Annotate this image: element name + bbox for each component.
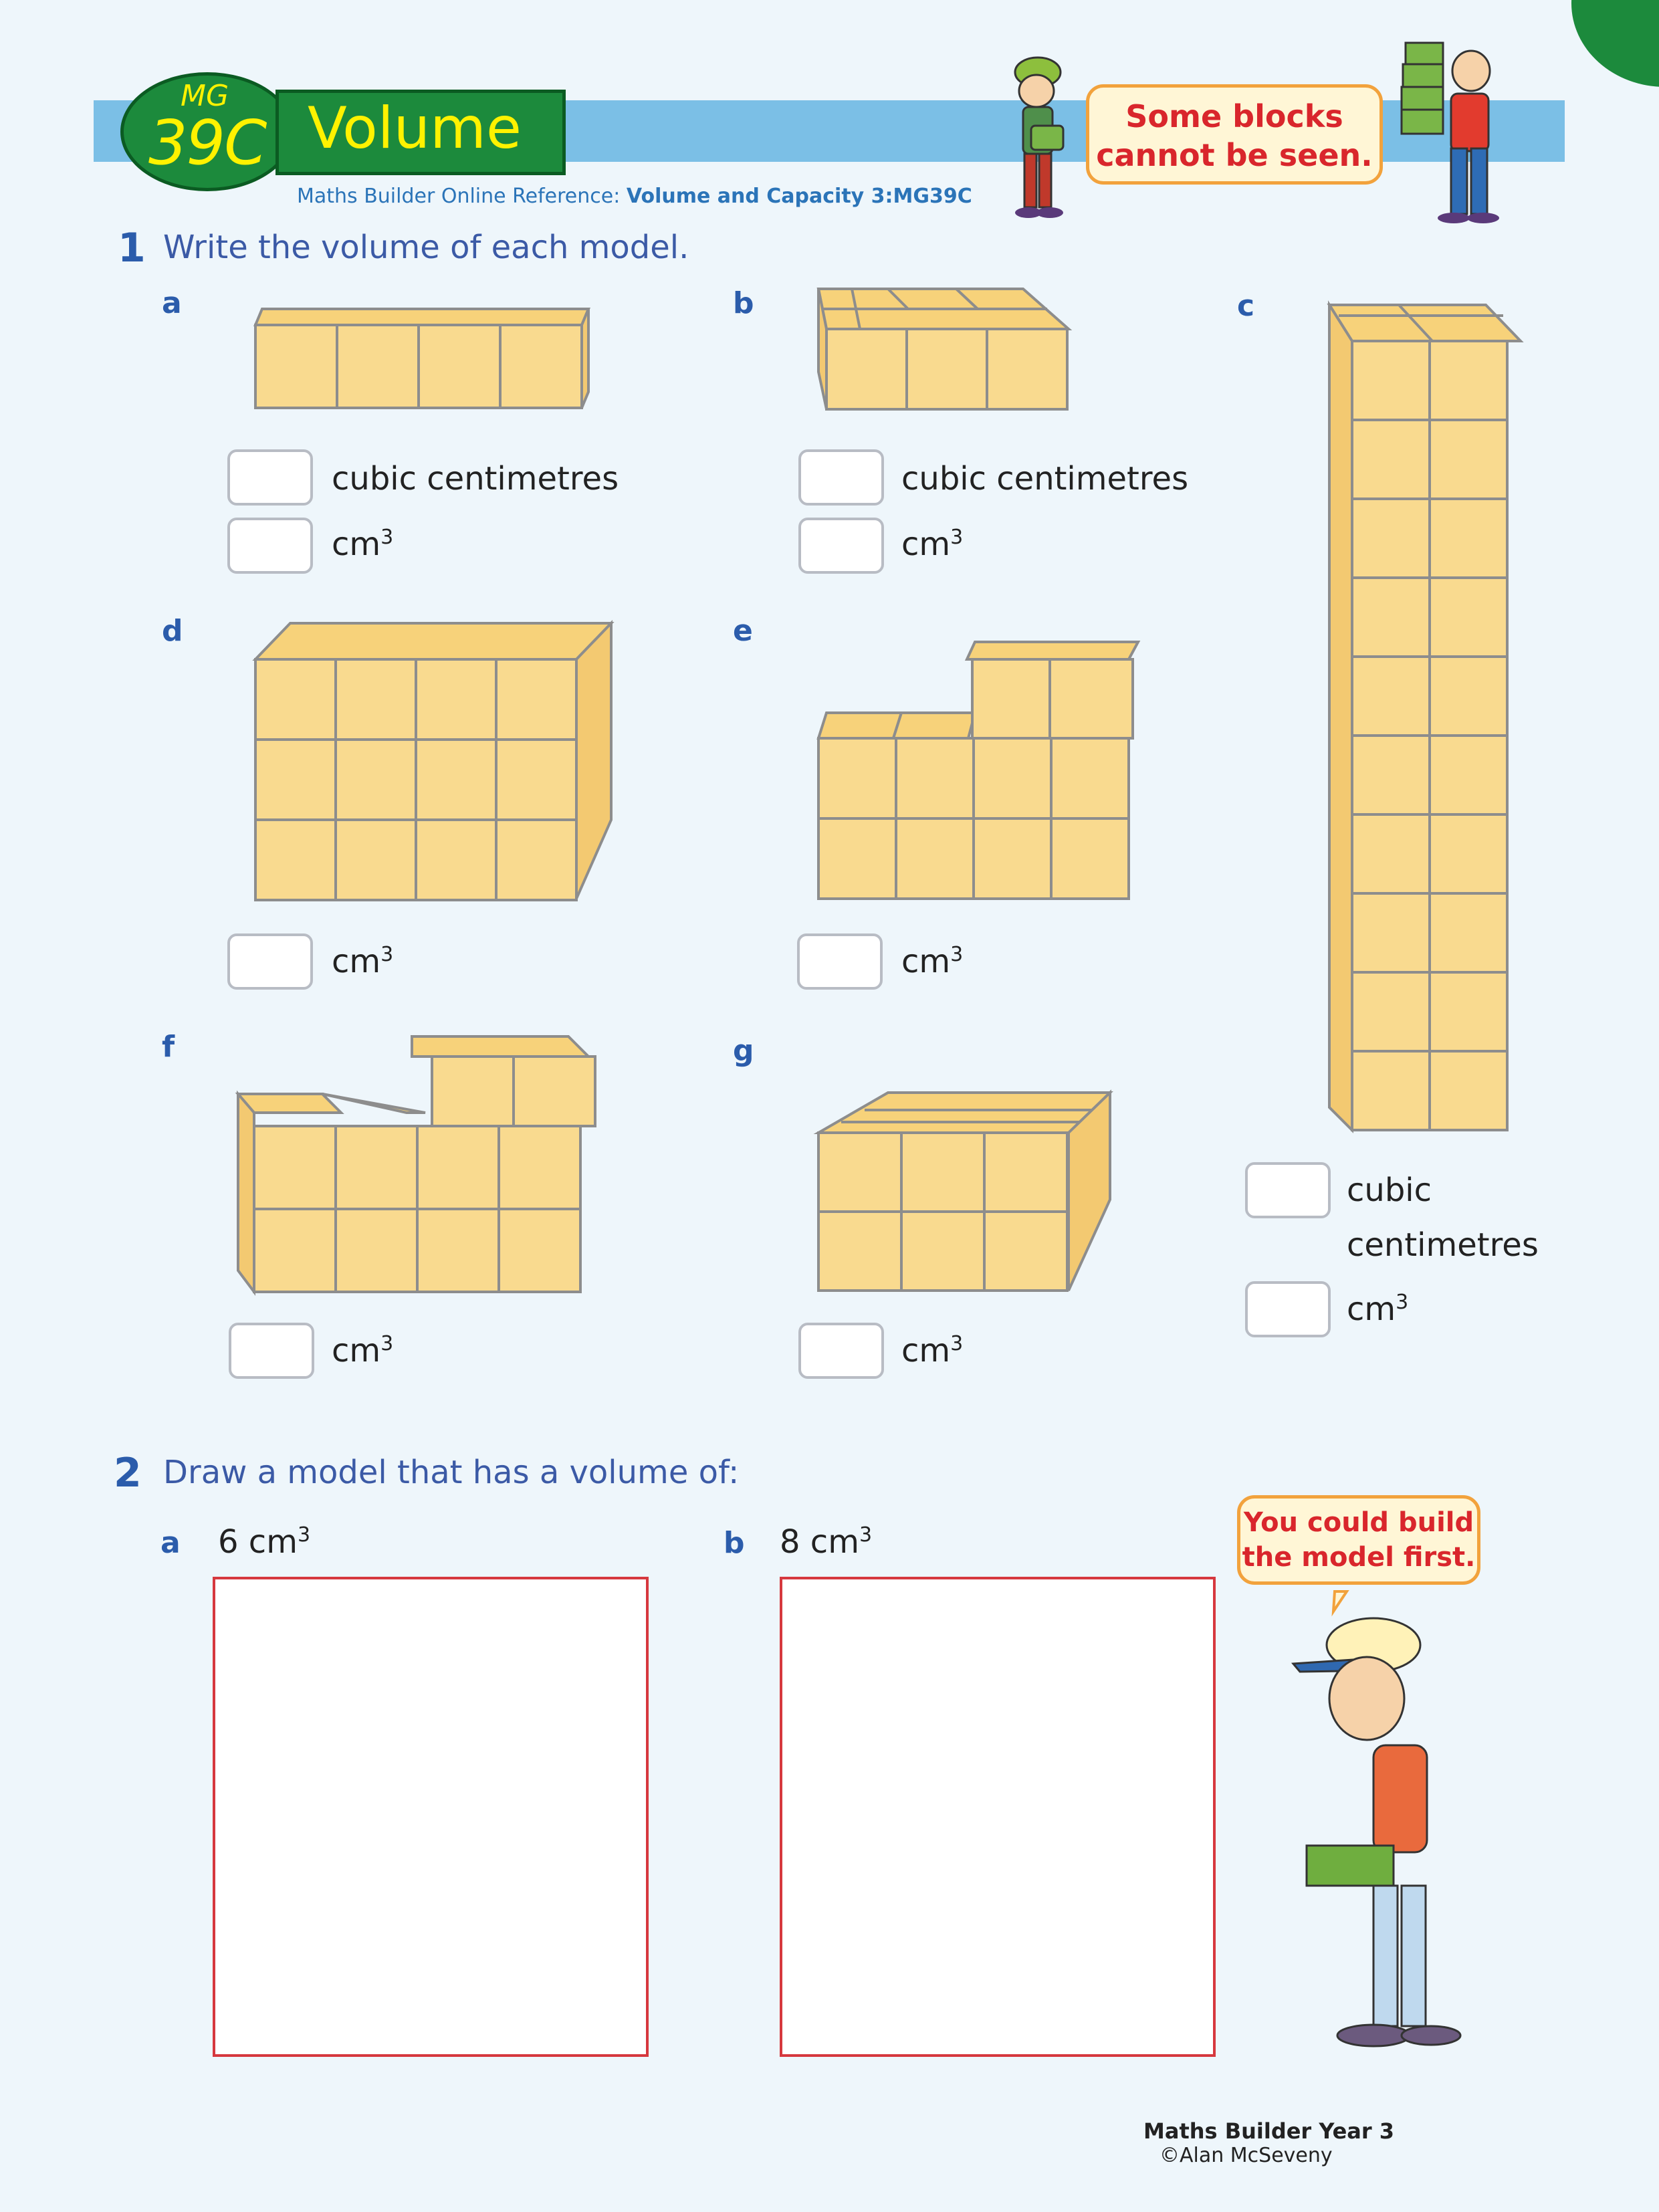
unit-c-word-2: centimetres xyxy=(1347,1226,1539,1264)
answer-b-cm3[interactable] xyxy=(798,518,884,574)
model-d-cube xyxy=(255,659,336,740)
question-2-text: Draw a model that has a volume of: xyxy=(163,1454,740,1491)
model-f-cube xyxy=(499,1209,580,1292)
question-1-number: 1 xyxy=(118,225,146,271)
unit-g-symbol-text: cm xyxy=(901,1332,951,1369)
tower-cube xyxy=(1430,657,1507,736)
unit-e-symbol xyxy=(901,943,963,980)
cube-model-f xyxy=(234,1030,595,1295)
model-e-cube xyxy=(974,738,1051,818)
tower-cube xyxy=(1430,578,1507,657)
model-f-cube xyxy=(336,1126,417,1209)
model-f-cube xyxy=(514,1057,595,1126)
q2-volume-b xyxy=(780,1523,872,1561)
q2-volume-a-text: 6 cm xyxy=(218,1523,298,1561)
q2-part-label-b: b xyxy=(724,1526,745,1560)
model-d-cube xyxy=(496,820,576,900)
model-d-cube xyxy=(496,659,576,740)
model-f-cube xyxy=(417,1126,499,1209)
reference-value: Volume and Capacity 3:MG39C xyxy=(626,185,972,208)
q2-volume-b-text: 8 cm xyxy=(780,1523,859,1561)
tip-line-2: the model first. xyxy=(1242,1542,1476,1573)
model-g-cube xyxy=(818,1212,901,1291)
unit-b-superscript: 3 xyxy=(950,526,964,549)
model-f-cube xyxy=(417,1209,499,1292)
cube-model-d xyxy=(251,618,615,903)
footer-book-title: Maths Builder Year 3 xyxy=(1143,2118,1395,2144)
unit-g-superscript: 3 xyxy=(950,1332,964,1355)
model-f-cube xyxy=(254,1209,336,1292)
model-g-cube xyxy=(984,1212,1067,1291)
boy-with-cap-illustration xyxy=(1273,1591,1478,2060)
part-label-e: e xyxy=(733,614,753,648)
unit-c-word-1: cubic xyxy=(1347,1172,1432,1209)
unit-b-symbol-text: cm xyxy=(901,526,951,563)
reference-label: Maths Builder Online Reference: xyxy=(297,185,627,208)
cube-model-e xyxy=(814,637,1142,903)
tower-cube xyxy=(1430,972,1507,1051)
unit-c-superscript: 3 xyxy=(1396,1291,1409,1314)
model-e-cube xyxy=(1051,738,1129,818)
unit-a-symbol-text: cm xyxy=(332,526,381,563)
model-e-cube xyxy=(818,818,896,899)
unit-b-words: cubic centimetres xyxy=(901,460,1189,497)
q2-volume-a-superscript: 3 xyxy=(297,1523,311,1547)
model-d-cube xyxy=(416,659,496,740)
model-d-cube xyxy=(255,820,336,900)
question-1-text: Write the volume of each model. xyxy=(163,229,689,266)
unit-a-symbol xyxy=(332,526,393,563)
q2-volume-b-superscript: 3 xyxy=(859,1523,873,1547)
part-label-a: a xyxy=(162,286,182,320)
model-d-cube xyxy=(416,740,496,820)
q2-volume-a xyxy=(218,1523,310,1561)
unit-e-symbol-text: cm xyxy=(901,943,951,980)
tower-cube xyxy=(1352,420,1430,499)
part-label-b: b xyxy=(733,286,754,320)
unit-f-symbol xyxy=(332,1332,393,1369)
model-e-cube xyxy=(896,818,974,899)
answer-a-cubic-centimetres[interactable] xyxy=(227,449,313,506)
tower-cube xyxy=(1352,499,1430,578)
speech-bubble-tip xyxy=(1237,1495,1480,1585)
part-label-d: d xyxy=(162,614,183,648)
model-d-cube xyxy=(336,740,416,820)
drawing-area-a[interactable] xyxy=(213,1577,649,2057)
model-d-cube xyxy=(255,740,336,820)
model-g-cube xyxy=(901,1212,984,1291)
answer-c-cubic-centimetres[interactable] xyxy=(1245,1162,1331,1218)
model-g-cube xyxy=(818,1133,901,1212)
answer-g-cm3[interactable] xyxy=(798,1323,884,1379)
hint-line-2: cannot be seen. xyxy=(1096,137,1373,173)
answer-a-cm3[interactable] xyxy=(227,518,313,574)
unit-c-symbol-text: cm xyxy=(1347,1291,1396,1328)
part-label-c: c xyxy=(1237,289,1255,323)
model-f-cube xyxy=(254,1126,336,1209)
model-e-cube xyxy=(974,818,1051,899)
question-2-number: 2 xyxy=(114,1450,142,1497)
unit-d-symbol xyxy=(332,943,393,980)
model-f-cube xyxy=(432,1057,514,1126)
footer-copyright: ©Alan McSeveny xyxy=(1159,2144,1333,2167)
answer-e-cm3[interactable] xyxy=(797,933,883,990)
page-title: Volume xyxy=(308,95,522,162)
tower-cube xyxy=(1430,814,1507,893)
unit-c-symbol xyxy=(1347,1291,1408,1328)
model-g-cube xyxy=(984,1133,1067,1212)
tower-cube xyxy=(1430,893,1507,972)
unit-a-superscript: 3 xyxy=(380,526,394,549)
unit-g-symbol xyxy=(901,1332,963,1369)
model-d-cube xyxy=(416,820,496,900)
unit-d-superscript: 3 xyxy=(380,943,394,966)
model-d-cube xyxy=(336,820,416,900)
part-label-g: g xyxy=(733,1034,754,1068)
online-reference xyxy=(297,185,972,208)
unit-f-symbol-text: cm xyxy=(332,1332,381,1369)
tower-cube xyxy=(1352,578,1430,657)
model-f-cube xyxy=(499,1126,580,1209)
drawing-area-b[interactable] xyxy=(780,1577,1216,2057)
q2-part-label-a: a xyxy=(160,1526,181,1560)
answer-b-cubic-centimetres[interactable] xyxy=(798,449,884,506)
cube-model-a xyxy=(251,305,592,412)
tower-cube xyxy=(1352,736,1430,814)
unit-b-symbol xyxy=(901,526,963,563)
unit-d-symbol-text: cm xyxy=(332,943,381,980)
tower-cube xyxy=(1430,341,1507,420)
speech-bubble-hint xyxy=(1086,84,1383,185)
tower-cube xyxy=(1352,657,1430,736)
answer-c-cm3[interactable] xyxy=(1245,1281,1331,1337)
model-f-cube xyxy=(336,1209,417,1292)
cube-model-c xyxy=(1325,301,1523,1134)
model-e-cube xyxy=(1051,818,1129,899)
model-g-cube xyxy=(901,1133,984,1212)
tower-cube xyxy=(1352,893,1430,972)
badge-code: 39C xyxy=(148,107,266,179)
tower-cube xyxy=(1352,1051,1430,1130)
answer-f-cm3[interactable] xyxy=(229,1323,314,1379)
model-d-cube xyxy=(496,740,576,820)
tower-cube xyxy=(1430,420,1507,499)
unit-e-superscript: 3 xyxy=(950,943,964,966)
corner-decoration xyxy=(1571,0,1659,87)
unit-a-words: cubic centimetres xyxy=(332,460,619,497)
cube-model-g xyxy=(814,1087,1115,1295)
tower-cube xyxy=(1352,814,1430,893)
unit-f-superscript: 3 xyxy=(380,1332,394,1355)
model-d-cube xyxy=(336,659,416,740)
tower-cube xyxy=(1352,972,1430,1051)
hint-line-1: Some blocks xyxy=(1125,98,1343,134)
answer-d-cm3[interactable] xyxy=(227,933,313,990)
model-e-cube xyxy=(972,659,1055,738)
model-e-cube xyxy=(818,738,896,818)
part-label-f: f xyxy=(162,1030,175,1064)
tower-cube xyxy=(1430,499,1507,578)
tower-cube xyxy=(1430,736,1507,814)
model-e-cube xyxy=(1050,659,1133,738)
model-e-cube xyxy=(896,738,974,818)
tower-cube xyxy=(1430,1051,1507,1130)
badge-prefix: MG xyxy=(181,79,229,113)
cube-model-b xyxy=(814,285,1077,413)
tip-line-1: You could build xyxy=(1243,1507,1474,1538)
tower-cube xyxy=(1352,341,1430,420)
boy-carrying-block-illustration xyxy=(996,52,1083,227)
boy-carrying-stack-illustration xyxy=(1398,37,1525,227)
